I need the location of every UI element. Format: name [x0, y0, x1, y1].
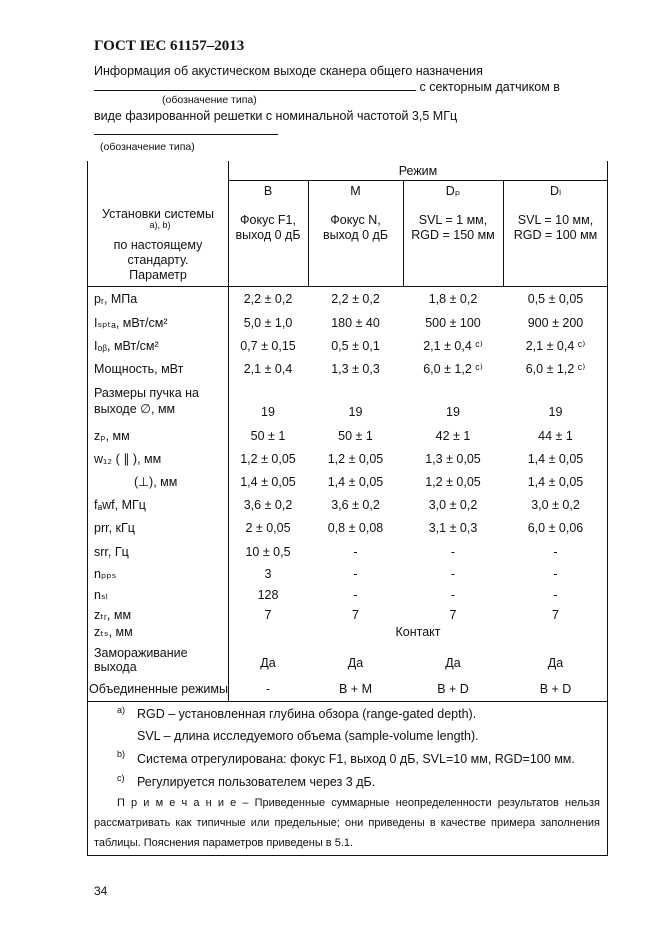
- table-cell: -: [353, 545, 358, 559]
- footnote-a-mark: a): [117, 705, 126, 715]
- param-prr: prr, кГц: [94, 521, 135, 535]
- table-cell: Да: [547, 656, 564, 670]
- table-cell: 900 ± 200: [527, 316, 584, 330]
- param-fawf: fₐwf, МГц: [94, 498, 146, 512]
- intro-line-3: виде фазированной решетки с номинальной частотой 3,5 МГц: [94, 109, 458, 123]
- table-cell: 1,2 ± 0,05: [240, 452, 296, 466]
- table-cell: Да: [445, 656, 461, 670]
- table-cell: B + D: [539, 682, 572, 696]
- table-cell: -: [450, 567, 456, 581]
- table-cell: 1,3 ± 0,3: [331, 362, 380, 376]
- table-cell: 19: [261, 405, 275, 419]
- table-note: [94, 793, 600, 853]
- mode-dl-setting-2: RGD = 100 мм: [513, 228, 598, 242]
- table-cell: 0,8 ± 0,08: [327, 521, 384, 535]
- table-cell: 3,0 ± 0,2: [531, 498, 580, 512]
- table-cell: 2,2 ± 0,2: [331, 292, 380, 306]
- document-title: ГОСТ IEC 61157–2013: [94, 38, 245, 54]
- param-ztr: zₜᵣ, мм: [94, 608, 132, 622]
- table-cell: 50 ± 1: [338, 429, 373, 443]
- table-cell: 2,2 ± 0,2: [243, 292, 293, 306]
- table-cell: 0,7 ± 0,15: [240, 339, 296, 353]
- table-cell: 10 ± 0,5: [245, 545, 291, 559]
- table-cell: -: [450, 545, 456, 559]
- table-cell: 128: [257, 588, 279, 602]
- table-cell: 7: [264, 608, 272, 622]
- table-cell: 7: [352, 608, 359, 622]
- table-cell: 5,0 ± 1,0: [243, 316, 293, 330]
- table-cell: Да: [260, 656, 276, 670]
- page-number: 34: [94, 884, 108, 898]
- param-header-line-1: Установки системы: [102, 207, 214, 221]
- footnote-a-text-1: RGD – установленная глубина обзора (range-gated depth).: [137, 707, 477, 721]
- mode-header-divider: [228, 180, 608, 181]
- table-cell: 0,5 ± 0,1: [331, 339, 380, 353]
- table-cell: 19: [446, 405, 460, 419]
- table-cell: 19: [348, 405, 363, 419]
- param-pr: pᵣ, МПа: [94, 292, 138, 306]
- table-cell: 19: [548, 405, 563, 419]
- param-header-line-4: стандарту.: [127, 253, 189, 267]
- footnote-a-text-2: SVL – длина исследуемого объема (sample-volume length).: [137, 729, 479, 743]
- footnote-c-mark: c): [117, 773, 125, 783]
- mode-m-setting-2: выход 0 дБ: [322, 228, 389, 242]
- table-cell: 3,1 ± 0,3: [428, 521, 478, 535]
- table-cell: 1,2 ± 0,05: [327, 452, 384, 466]
- table-cell: 7: [552, 608, 559, 622]
- param-srr: srr, Гц: [94, 545, 129, 559]
- table-cell: -: [553, 567, 558, 581]
- table-cell: 3: [264, 567, 272, 581]
- param-beam-size: Размеры пучка на выходе ∅, мм: [94, 386, 199, 416]
- table-cell: 3,0 ± 0,2: [428, 498, 478, 512]
- table-cell: B + M: [339, 682, 372, 696]
- mode-name-dl: Dₗ: [549, 184, 562, 198]
- mode-dp-setting-2: RGD = 150 мм: [411, 228, 495, 242]
- param-zts: zₜₛ, мм: [94, 625, 133, 639]
- param-w12-parallel: w₁₂ ( ∥ ), мм: [94, 452, 162, 466]
- table-cell: -: [265, 682, 271, 696]
- intro-line-4: [94, 124, 278, 138]
- param-header-line-3: по настоящему: [113, 238, 203, 252]
- mode-b-setting-1: Фокус F1,: [240, 213, 296, 227]
- table-cell: 42 ± 1: [435, 429, 471, 443]
- type-caption-1: (обозначение типа): [162, 94, 257, 106]
- table-cell: 50 ± 1: [250, 429, 286, 443]
- table-cell: Да: [347, 656, 364, 670]
- table-cell: -: [450, 588, 456, 602]
- mode-b-setting-2: выход 0 дБ: [235, 228, 301, 242]
- type-blank-2: [94, 124, 278, 135]
- footnote-b-mark: b): [117, 749, 126, 759]
- mode-dl-setting-1: SVL = 10 мм,: [517, 213, 594, 227]
- table-cell: -: [353, 567, 358, 581]
- param-ispta: Iₛₚₜₐ, мВт/см²: [94, 316, 168, 330]
- merged-cell-contact: Контакт: [395, 625, 441, 639]
- table-cell: 0,5 ± 0,05: [527, 292, 584, 306]
- intro-line-2: [94, 80, 560, 94]
- param-zp: zₚ, мм: [94, 429, 130, 443]
- type-caption-2: (обозначение типа): [100, 141, 195, 153]
- param-w12-perpendicular: (⊥), мм: [134, 475, 178, 489]
- table-cell: 180 ± 40: [331, 316, 380, 330]
- table-cell: 2 ± 0,05: [245, 521, 291, 535]
- param-freeze-output: Замораживание выхода: [94, 646, 188, 674]
- type-blank-1: [94, 80, 416, 91]
- table-cell: 44 ± 1: [538, 429, 573, 443]
- note-text: – Приведенные суммарные неопределенности результатов нельзя рассматривать как типичные или предельные; они приведены в качестве примера заполнения таблицы. Пояснения параметров приведены в 5.1.: [94, 797, 600, 849]
- table-cell: -: [553, 588, 558, 602]
- table-bottom-divider: [87, 701, 608, 702]
- table-cell: 1,4 ± 0,05: [527, 452, 584, 466]
- note-label: П р и м е ч а н и е: [117, 797, 237, 809]
- table-cell: B + D: [437, 682, 469, 696]
- param-header-footnote-refs: а), b): [149, 220, 171, 230]
- table-cell: 1,4 ± 0,05: [327, 475, 384, 489]
- intro-line-1: Информация об акустическом выходе сканера общего назначения: [94, 64, 483, 78]
- table-cell: 1,4 ± 0,05: [527, 475, 584, 489]
- mode-dp-setting-1: SVL = 1 мм,: [418, 213, 488, 227]
- footnote-b-text: Система отрегулирована: фокус F1, выход 0 дБ, SVL=10 мм, RGD=100 мм.: [137, 752, 575, 766]
- param-iob: Iₒᵦ, мВт/см²: [94, 339, 159, 353]
- mode-header: Режим: [398, 164, 438, 178]
- table-cell: -: [353, 588, 358, 602]
- table-cell: 6,0 ± 0,06: [527, 521, 584, 535]
- table-cell: 2,1 ± 0,4: [243, 362, 293, 376]
- table-cell: 6,0 ± 1,2 ᶜ⁾: [525, 362, 586, 376]
- param-npps: nₚₚₛ: [94, 567, 117, 581]
- table-cell: 6,0 ± 1,2 ᶜ⁾: [423, 362, 483, 376]
- param-header-line-5: Параметр: [129, 268, 187, 282]
- mode-name-m: M: [350, 184, 361, 198]
- table-cell: 3,6 ± 0,2: [331, 498, 380, 512]
- table-cell: 2,1 ± 0,4 ᶜ⁾: [423, 339, 483, 353]
- footnote-c-text: Регулируется пользователем через 3 дБ.: [137, 775, 376, 789]
- header-bottom-divider: [87, 286, 608, 287]
- param-power: Мощность, мВт: [94, 362, 184, 376]
- mode-name-dp: Dₚ: [445, 184, 461, 198]
- table-cell: 1,3 ± 0,05: [425, 452, 481, 466]
- table-cell: 500 ± 100: [425, 316, 481, 330]
- table-cell: 1,2 ± 0,05: [425, 475, 481, 489]
- table-cell: 7: [449, 608, 457, 622]
- table-cell: 1,8 ± 0,2: [428, 292, 478, 306]
- mode-m-setting-1: Фокус N,: [330, 213, 381, 227]
- param-nsl: nₛₗ: [94, 588, 108, 602]
- table-cell: -: [553, 545, 558, 559]
- table-cell: 1,4 ± 0,05: [240, 475, 296, 489]
- table-cell: 2,1 ± 0,4 ᶜ⁾: [525, 339, 586, 353]
- intro-line-2-suffix: с секторным датчиком в: [419, 80, 560, 94]
- param-combined-modes: Объединенные режимы: [89, 682, 228, 696]
- mode-name-b: B: [263, 184, 273, 198]
- table-cell: 3,6 ± 0,2: [243, 498, 293, 512]
